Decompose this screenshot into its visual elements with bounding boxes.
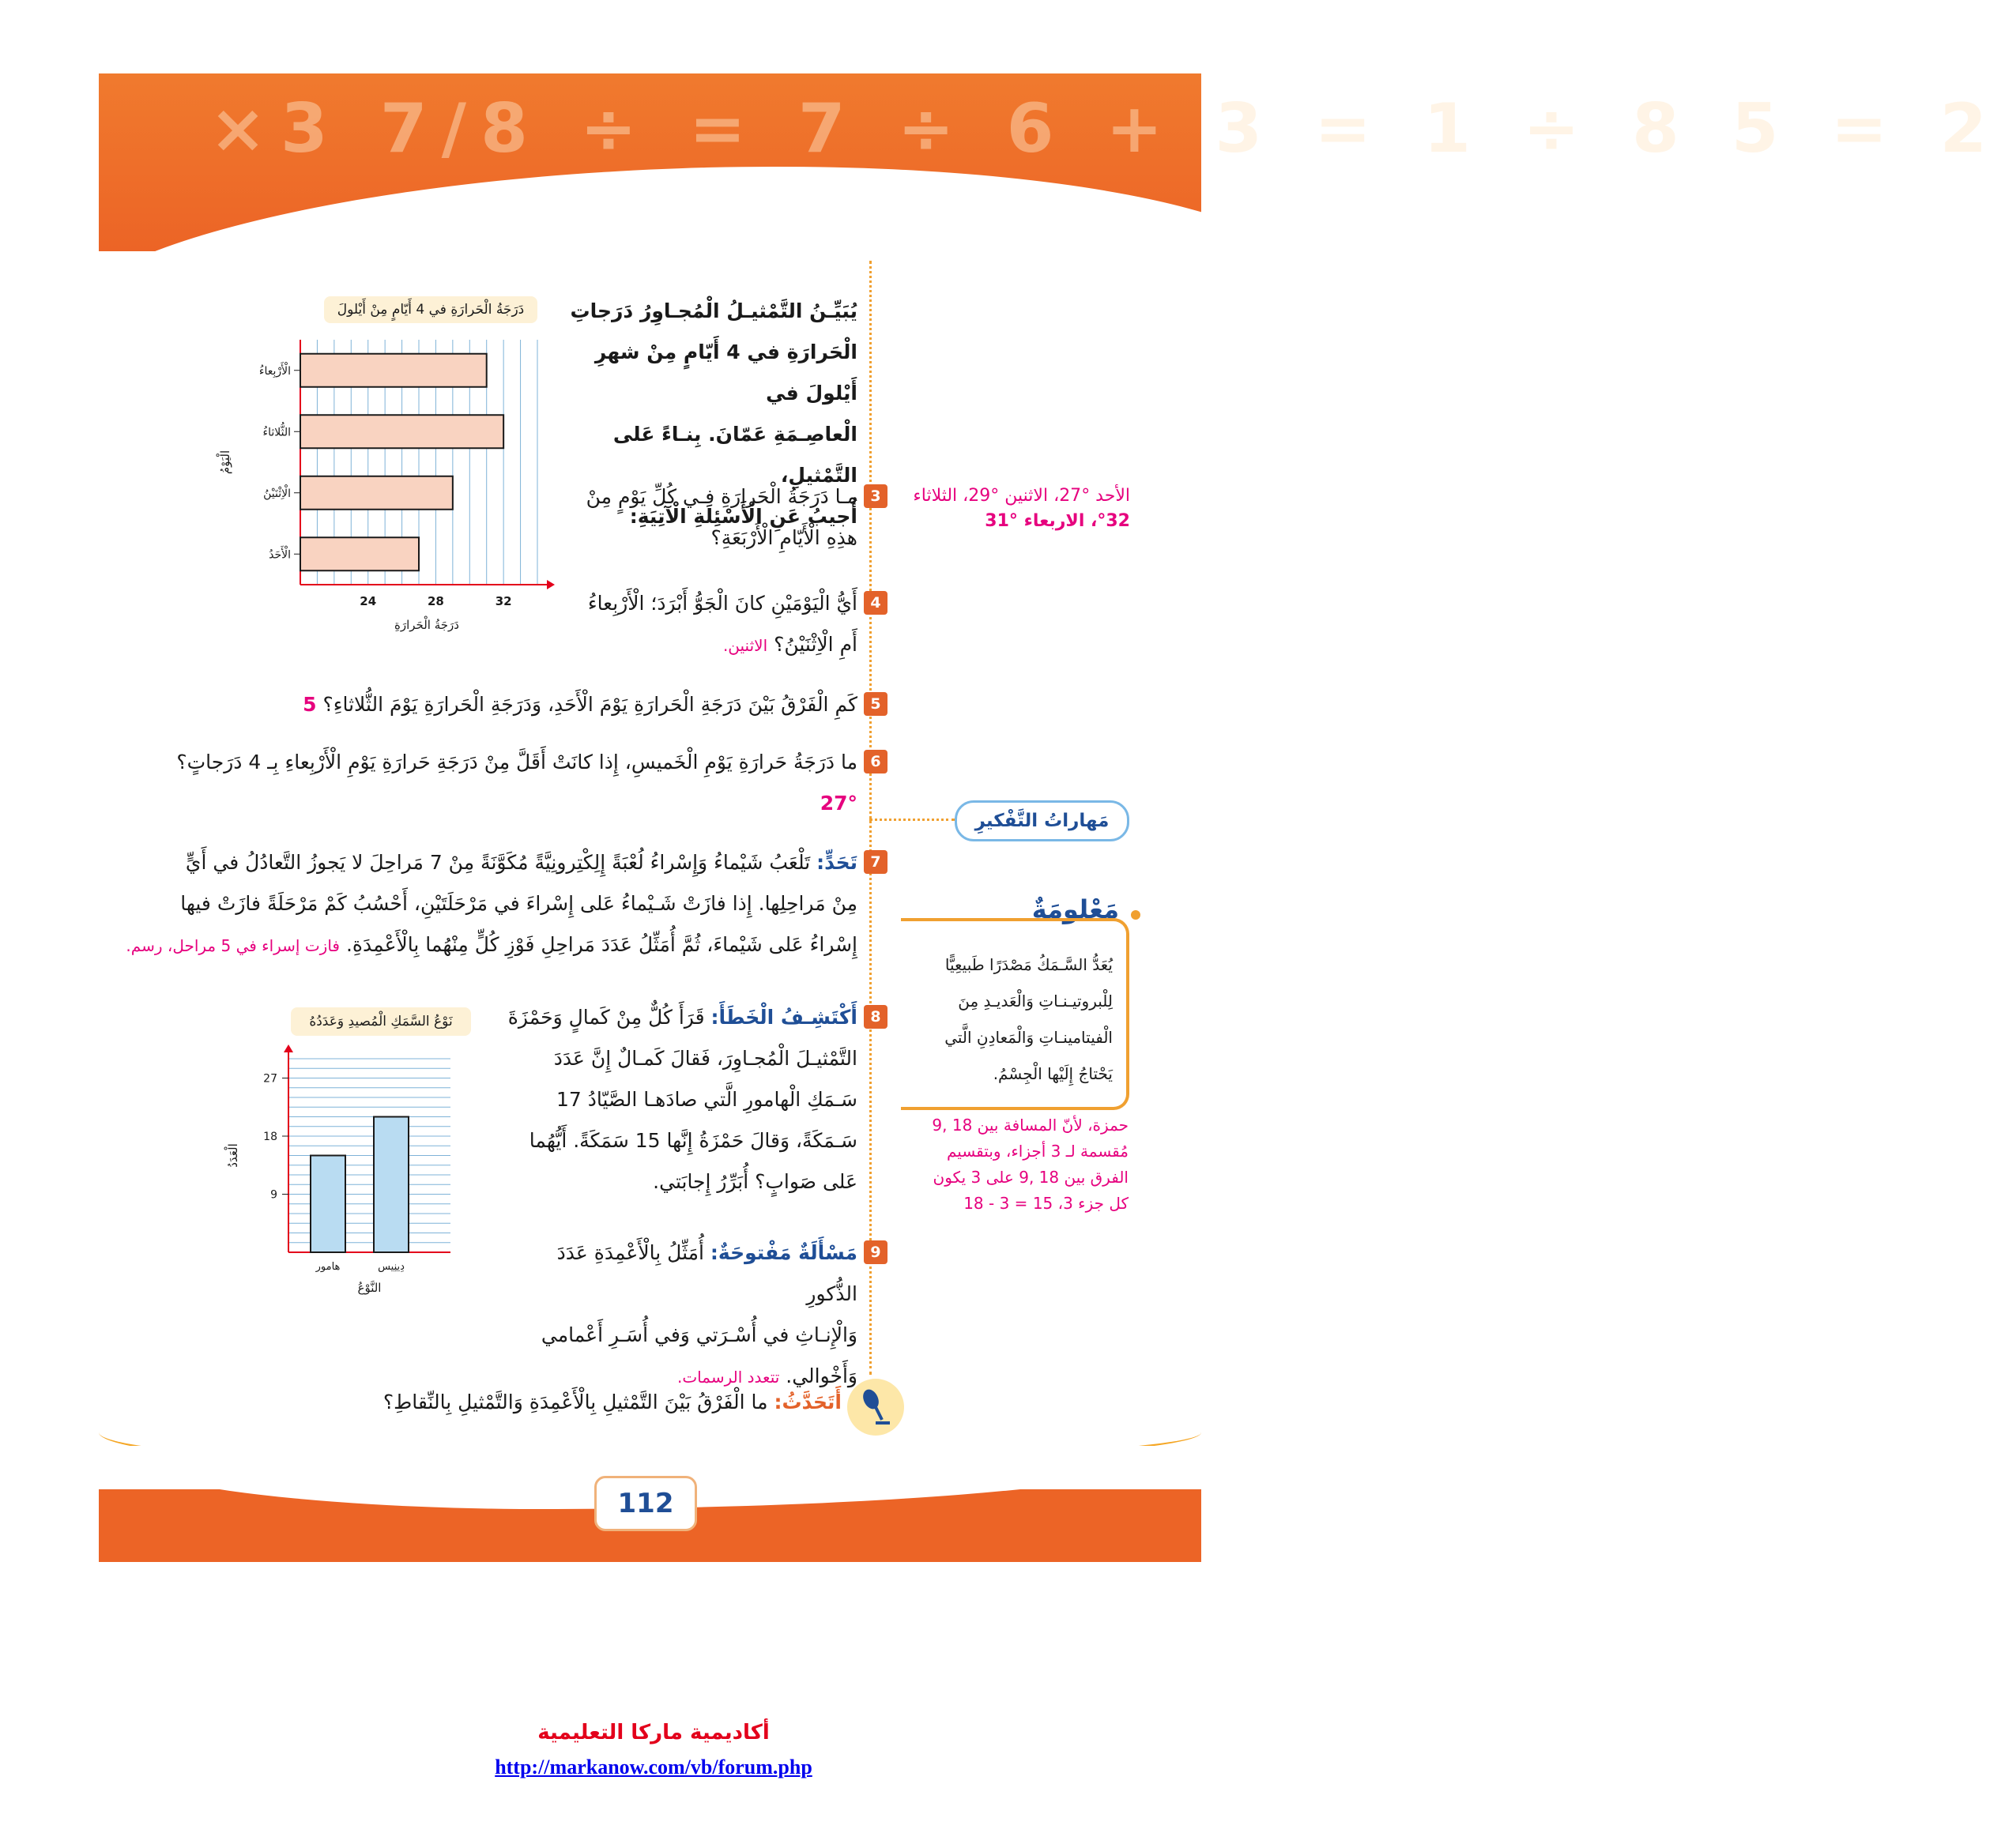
question-text: قَرَأَ كُلٌّ مِنْ كَمالٍ وَحَمْزَةَ [507,1006,705,1029]
question-line [119,924,857,966]
x-axis-arrow [547,580,555,589]
y-tick-label: 18 [263,1131,277,1143]
top-banner [99,73,2001,251]
question-4 [565,583,857,666]
question-text: وَأَخْوالي. [786,1364,857,1387]
y-axis-label: الْعَدَدُ [226,1143,240,1168]
question-text: أُمَثِّلُ بِالْأَعْمِدَةِ عَدَدَ الذُّكورِ [556,1241,857,1305]
question-number: 8 [864,1005,887,1029]
talk-label: أَتَحَدَّثُ: [774,1391,842,1413]
answer-q6: °27 [820,792,857,815]
y-tick-label: الْأَرْبِعاءُ [258,364,291,378]
margin-divider [869,261,872,1375]
y-tick-label: الثُّلاثاءُ [262,426,291,439]
question-8 [502,997,857,1203]
fish-chart [213,1043,498,1327]
thinking-skills-label: مَهاراتُ التَّفْكيرِ [955,800,1129,841]
chart2-title: نَوْعُ السَّمَكِ الْمُصيدِ وَعَدَدُهُ [291,1007,471,1036]
y-tick-label: الْاِثْنَيْنُ [263,487,291,500]
answer-q8 [884,1112,1129,1217]
question-number: 9 [864,1240,887,1264]
info-line: لِلْبروتيـنـاتِ وَالْعَديـدِ مِنَ [958,992,1113,1011]
info-title: مَعْلومَةٌ [1031,894,1119,924]
talk-prompt [348,1382,842,1423]
info-dot [1131,910,1140,920]
question-line: التَّمْثيـلَ الْمُجـاوِرَ، فَقالَ كَمـالٌ إِنَّ عَدَدَ [553,1047,857,1070]
intro-line: الْعاصِـمَةِ عَمّانَ. بِنـاءً عَلى التَّمْثيلِ، [612,423,857,487]
question-number: 3 [864,484,887,508]
question-line: وَالْإِنـاثِ في أُسْـرَتي وَفي أُسَـرِ أَعْمامي [541,1323,857,1346]
bar [300,537,419,570]
question-line [565,624,857,666]
bar [300,415,503,448]
question-text: أَمِ الْاِثْنَيْنُ؟ [774,633,857,656]
forum-link[interactable]: http://markanow.com/vb/forum.php [495,1756,812,1778]
info-line: الْفيتامينـاتِ وَالْمَعادِنِ الَّتي [944,1028,1113,1047]
answer-q9: تتعدد الرسمات. [677,1368,780,1387]
intro-line: الْحَرارَةِ في 4 أَيّامٍ مِنْ شهرِ أَيْلولَ في [594,341,857,405]
question-text: تَلْعَبُ شَيْماءُ وَإِسْراءُ لُعْبَةً إِلِكْتِرونِيَّةً مُكَوَّنَةً مِنْ 7 مَراحِلَ لا يَجوزُ التَّعادُلُ في أَيٍّ [185,851,811,874]
y-tick-label: الْأَحَدُ [269,548,291,562]
banner-decoration: ×3 7/8 ÷ = 7 ÷ 6 + 3 = 1 ÷ 8 5 = 2 [209,89,2001,168]
question-text: كَمِ الْفَرْقُ بَيْنَ دَرَجَةِ الْحَرارَةِ يَوْمَ الْأَحَدِ، وَدَرَجَةِ الْحَرارَةِ يَوْمَ الثُّلاثاءِ؟ [322,693,857,716]
question-line: هذِهِ الْأَيّامِ الْأَرْبَعَةِ؟ [710,526,857,549]
question-line [502,1233,857,1315]
x-axis-label: النَّوْعُ [357,1281,382,1295]
y-tick-label: 9 [270,1188,277,1202]
find-error-label: أَكْتَشِـفُ الْخَطَأَ: [710,1006,857,1029]
question-number: 7 [864,850,887,874]
skills-connector [869,819,955,821]
question-number: 6 [864,750,887,773]
bar [300,476,453,510]
question-line: عَلى صَوابٍ؟ أُبَرِّرُ إِجابَتي. [653,1170,857,1193]
answer-q7: فازت إسراء في 5 مراحل، رسم. [126,936,340,955]
x-tick-label: دِينِيس [378,1261,405,1273]
question-line: أَيُّ الْيَوْمَيْنِ كانَ الْجَوُّ أَبْرَدَ؛ الْأَرْبِعاءُ [587,592,857,615]
answer-line: الأحد °27، الاثنين °29، الثلاثاء [913,486,1130,506]
answer-q4: الاثنين. [722,636,768,655]
y-axis-label: الْيَوْمُ [218,450,232,475]
question-text: ما دَرَجَةُ حَرارَةِ يَوْمِ الْخَميسِ، إِذا كانَتْ أَقَلَّ مِنْ دَرَجَةِ حَرارَةِ يَوْمِ الْأَرْبِعاءِ بِـ 4 دَرَجاتٍ؟ [176,751,857,773]
academy-name: أكاديمية ماركا التعليمية [537,1721,770,1744]
info-line: يُعَدُّ السَّـمَكُ مَصْدَرًا طَبيعِيًّا [944,955,1113,974]
question-5 [292,684,857,725]
answer-line: مُقسمة لـ 3 أجزاء، وبتقسيم [946,1142,1129,1161]
challenge-label: تَحَدٍّ: [816,851,857,874]
question-number: 5 [864,692,887,716]
answer-line: الفرق بين 18 ,9 على 3 يكون [933,1168,1129,1187]
info-text [909,947,1113,1092]
question-number: 4 [864,591,887,615]
page-number: 112 [594,1476,697,1531]
answer-q3 [893,484,1130,534]
intro-line: يُبَيِّـنُ التَّمْثيـلُ الْمُجـاوِرُ دَرَجاتِ [570,299,857,322]
question-line: مِنْ مَراحِلِها. إِذا فازَتْ شَـيْماءُ عَلى إِسْراءَ في مَرْحَلَتَيْنِ، أَحْسُبُ كَمْ مَرْحَلَةً فازَتْ فيها [180,892,857,915]
bar [374,1117,409,1253]
x-tick-label: 28 [427,594,444,608]
chart1-title: دَرَجَةُ الْحَرارَةِ في 4 أَيّامٍ مِنْ أَيْلولَ [324,296,537,323]
y-tick-label: 27 [263,1072,277,1086]
question-9 [502,1233,857,1398]
x-tick-label: 32 [495,594,512,608]
answer-line: حمزة، لأنّ المسافة بين 18 ,9 [932,1116,1129,1135]
temperature-chart [213,324,545,656]
question-6 [158,742,857,824]
y-axis-arrow [284,1044,293,1052]
bar [300,354,487,387]
open-problem-label: مَسْأَلَةٌ مَفْتوحَةٌ: [710,1241,857,1264]
question-line [119,842,857,883]
question-line: مـا دَرَجَةُ الْحَرارَةِ فـي كُلِّ يَوْمٍ مِنْ [586,485,857,508]
bar [311,1156,345,1253]
answer-line: كل جزء 3، 15 = 3 - 18 [963,1194,1129,1213]
question-line: سَـمَكِ الْهامورِ الَّتي صادَهـا الصَّيّادُ 17 [556,1088,857,1111]
intro-line: أُجيبُ عَنِ الْأَسْئِلَةِ الْآتِيَةِ: [629,505,857,528]
question-3 [565,476,857,559]
question-text: إِسْراءُ عَلى شَيْماءَ، ثُمَّ أُمَثِّلُ عَدَدَ مَراحِلِ فَوْزِ كُلٍّ مِنْهُما بِالْأَعْمِدَةِ. [345,933,857,956]
question-line: سَـمَكَةً، وَقالَ حَمْزَةُ إِنَّها 15 سَمَكَةً. أَيُّهُما [529,1129,857,1152]
talk-text: ما الْفَرْقُ بَيْنَ التَّمْثيلِ بِالْأَعْمِدَةِ وَالتَّمْثيلِ بِالنِّقاطِ؟ [382,1391,768,1413]
x-axis-label: دَرَجَةُ الْحَرارَةِ [394,618,459,632]
info-line: يَحْتاجُ إِلَيْها الْجِسْمُ. [993,1064,1113,1083]
x-tick-label: 24 [360,594,377,608]
x-tick-label: هامور [315,1261,341,1273]
answer-q5: 5 [303,693,317,716]
question-7 [119,842,857,966]
microphone-icon [847,1379,904,1436]
question-line [502,997,857,1038]
answer-line: °32، الاربعاء °31 [985,511,1130,531]
